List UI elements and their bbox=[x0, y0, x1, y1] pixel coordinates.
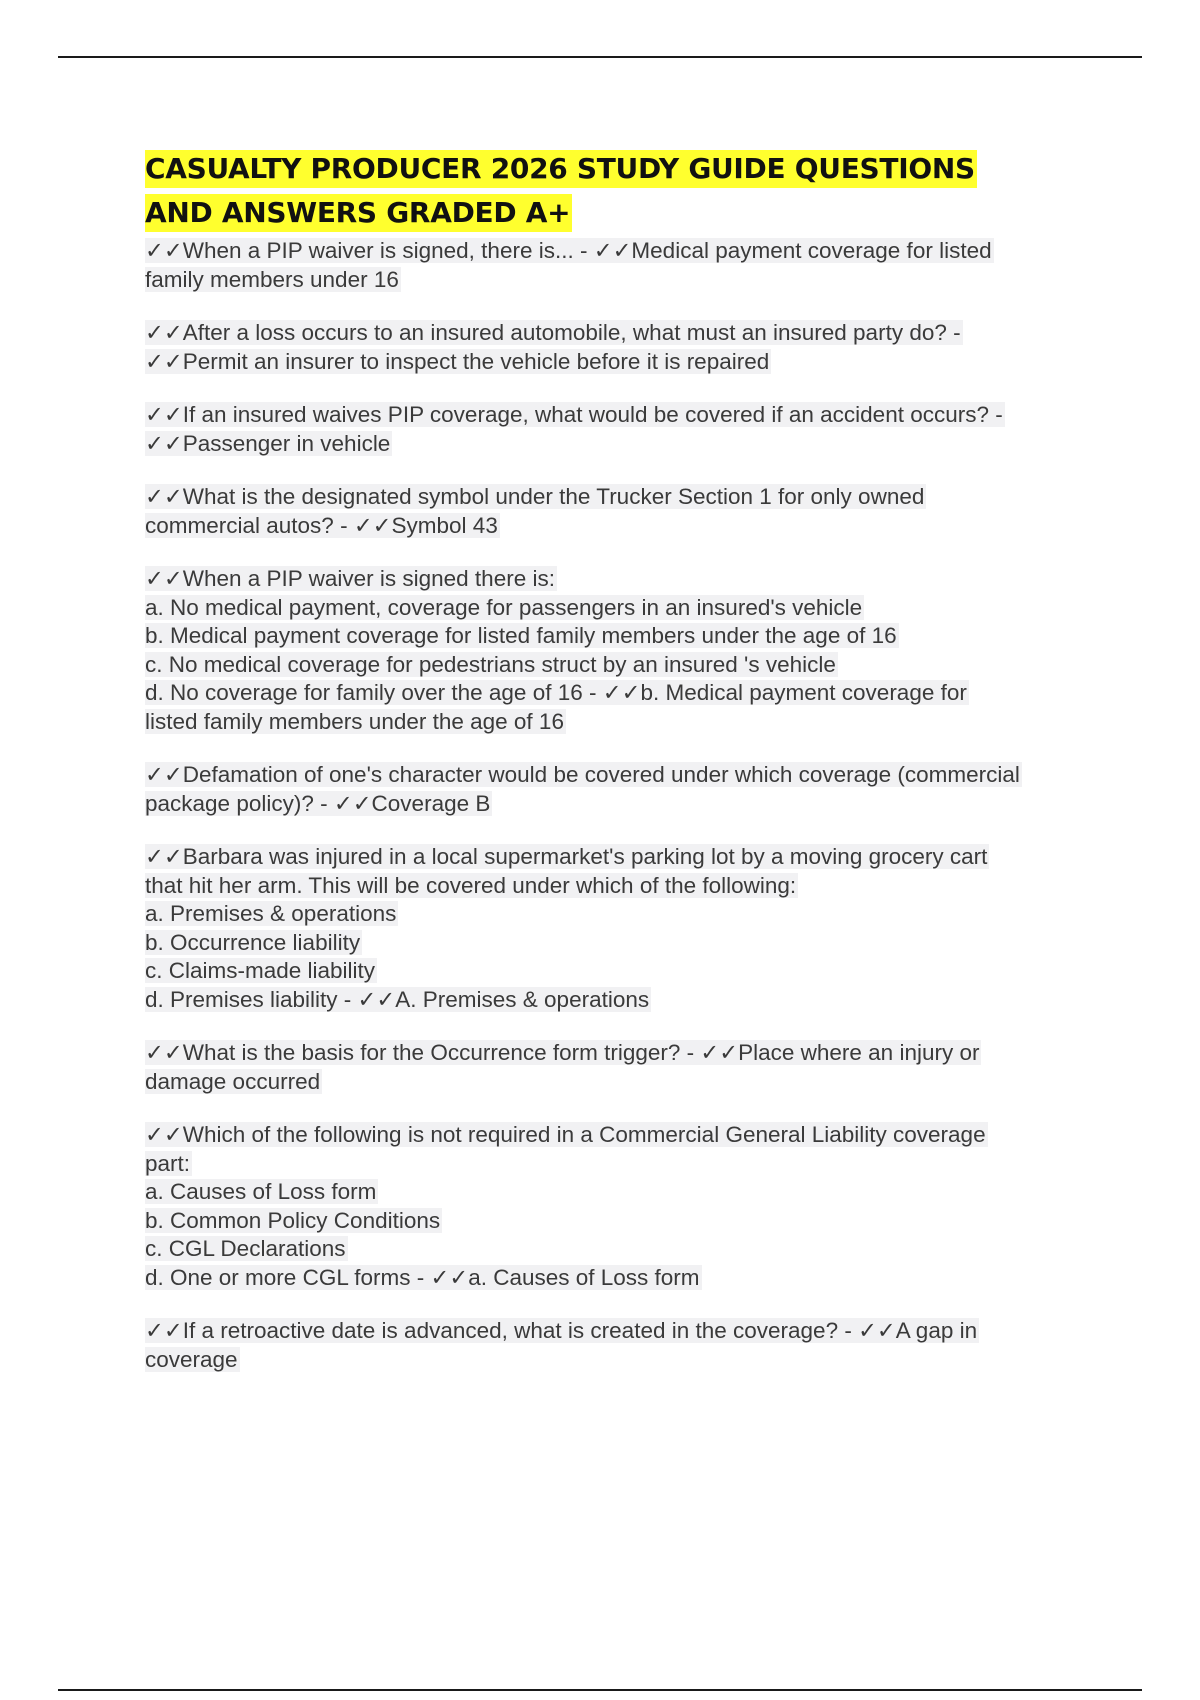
qa-line-text: commercial autos? - ✓✓Symbol 43 bbox=[145, 512, 498, 538]
qa-line bbox=[145, 1178, 1095, 1207]
qa-line bbox=[145, 986, 1095, 1015]
qa-line bbox=[145, 872, 1095, 901]
qa-line bbox=[145, 401, 1095, 430]
qa-line bbox=[145, 708, 1095, 737]
qa-line-text: ✓✓Permit an insurer to inspect the vehicle before it is repaired bbox=[145, 348, 770, 374]
qa-line-text: b. Common Policy Conditions bbox=[145, 1207, 441, 1233]
qa-line-text: ✓✓When a PIP waiver is signed there is: bbox=[145, 566, 555, 591]
qa-line bbox=[145, 1039, 1095, 1068]
qa-line bbox=[145, 1150, 1095, 1179]
qa-entry bbox=[145, 319, 1095, 376]
qa-line bbox=[145, 1068, 1095, 1097]
qa-line-text: ✓✓Barbara was injured in a local supermarket's parking lot by a moving grocery cart bbox=[145, 844, 988, 869]
qa-line bbox=[145, 1207, 1095, 1236]
qa-line bbox=[145, 483, 1095, 512]
qa-line-text: a. Premises & operations bbox=[145, 901, 397, 926]
qa-line-text: ✓✓If a retroactive date is advanced, what is created in the coverage? - ✓✓A gap in bbox=[145, 1318, 978, 1343]
title-line-1: CASUALTY PRODUCER 2026 STUDY GUIDE QUESTIONS bbox=[145, 150, 977, 188]
qa-line bbox=[145, 957, 1095, 986]
qa-entry bbox=[145, 843, 1095, 1014]
qa-line-text: ✓✓What is the designated symbol under the Trucker Section 1 for only owned bbox=[145, 484, 925, 509]
qa-line bbox=[145, 1264, 1095, 1293]
qa-entry bbox=[145, 1039, 1095, 1096]
qa-line-text: b. Medical payment coverage for listed family members under the age of 16 bbox=[145, 623, 897, 648]
qa-line bbox=[145, 237, 1095, 266]
qa-line bbox=[145, 266, 1095, 295]
qa-line-text: that hit her arm. This will be covered under which of the following: bbox=[145, 872, 797, 898]
qa-line bbox=[145, 761, 1095, 790]
title-line-2: AND ANSWERS GRADED A+ bbox=[145, 194, 572, 232]
qa-line-text: package policy)? - ✓✓Coverage B bbox=[145, 790, 491, 816]
qa-line-text: b. Occurrence liability bbox=[145, 929, 361, 955]
qa-line bbox=[145, 319, 1095, 348]
qa-entry bbox=[145, 1121, 1095, 1292]
qa-entry bbox=[145, 761, 1095, 818]
qa-entry bbox=[145, 237, 1095, 294]
qa-line-text: ✓✓When a PIP waiver is signed, there is... - ✓✓Medical payment coverage for listed bbox=[145, 238, 992, 263]
qa-line-text: listed family members under the age of 16 bbox=[145, 708, 564, 734]
qa-line-text: family members under 16 bbox=[145, 266, 399, 292]
qa-line-text: ✓✓What is the basis for the Occurrence form trigger? - ✓✓Place where an injury or bbox=[145, 1040, 980, 1065]
qa-line-text: ✓✓Defamation of one's character would be covered under which coverage (commercial bbox=[145, 762, 1020, 787]
qa-line bbox=[145, 430, 1095, 459]
qa-line-text: c. CGL Declarations bbox=[145, 1236, 346, 1261]
qa-line-text: ✓✓After a loss occurs to an insured automobile, what must an insured party do? - bbox=[145, 320, 961, 345]
qa-line bbox=[145, 348, 1095, 377]
qa-line bbox=[145, 594, 1095, 623]
qa-line bbox=[145, 929, 1095, 958]
qa-line bbox=[145, 1346, 1095, 1375]
qa-line-text: d. Premises liability - ✓✓A. Premises & operations bbox=[145, 986, 650, 1012]
qa-line bbox=[145, 843, 1095, 872]
qa-entry bbox=[145, 1317, 1095, 1374]
qa-entry bbox=[145, 483, 1095, 540]
qa-entry bbox=[145, 401, 1095, 458]
qa-line bbox=[145, 1235, 1095, 1264]
qa-line bbox=[145, 1317, 1095, 1346]
qa-line-text: a. No medical payment, coverage for passengers in an insured's vehicle bbox=[145, 594, 863, 620]
document-body bbox=[145, 147, 1095, 1399]
qa-line bbox=[145, 651, 1095, 680]
qa-line-text: ✓✓Which of the following is not required in a Commercial General Liability coverage bbox=[145, 1122, 986, 1147]
top-rule bbox=[58, 56, 1142, 58]
qa-line-text: coverage bbox=[145, 1346, 238, 1372]
qa-line bbox=[145, 565, 1095, 594]
qa-line-text: d. No coverage for family over the age of 16 - ✓✓b. Medical payment coverage for bbox=[145, 680, 967, 705]
qa-line bbox=[145, 622, 1095, 651]
qa-line bbox=[145, 790, 1095, 819]
qa-line bbox=[145, 900, 1095, 929]
qa-line-text: damage occurred bbox=[145, 1068, 321, 1094]
qa-line bbox=[145, 512, 1095, 541]
qa-line bbox=[145, 679, 1095, 708]
qa-line-text: part: bbox=[145, 1150, 191, 1176]
bottom-rule bbox=[58, 1689, 1142, 1691]
qa-list bbox=[145, 237, 1095, 1374]
qa-entry bbox=[145, 565, 1095, 736]
document-title bbox=[145, 147, 1095, 235]
qa-line-text: c. No medical coverage for pedestrians struct by an insured 's vehicle bbox=[145, 651, 836, 677]
qa-line-text: a. Causes of Loss form bbox=[145, 1179, 377, 1204]
qa-line bbox=[145, 1121, 1095, 1150]
qa-line-text: c. Claims-made liability bbox=[145, 958, 376, 983]
qa-line-text: ✓✓Passenger in vehicle bbox=[145, 430, 391, 456]
qa-line-text: ✓✓If an insured waives PIP coverage, what would be covered if an accident occurs? - bbox=[145, 402, 1003, 427]
qa-line-text: d. One or more CGL forms - ✓✓a. Causes of Loss form bbox=[145, 1264, 700, 1290]
